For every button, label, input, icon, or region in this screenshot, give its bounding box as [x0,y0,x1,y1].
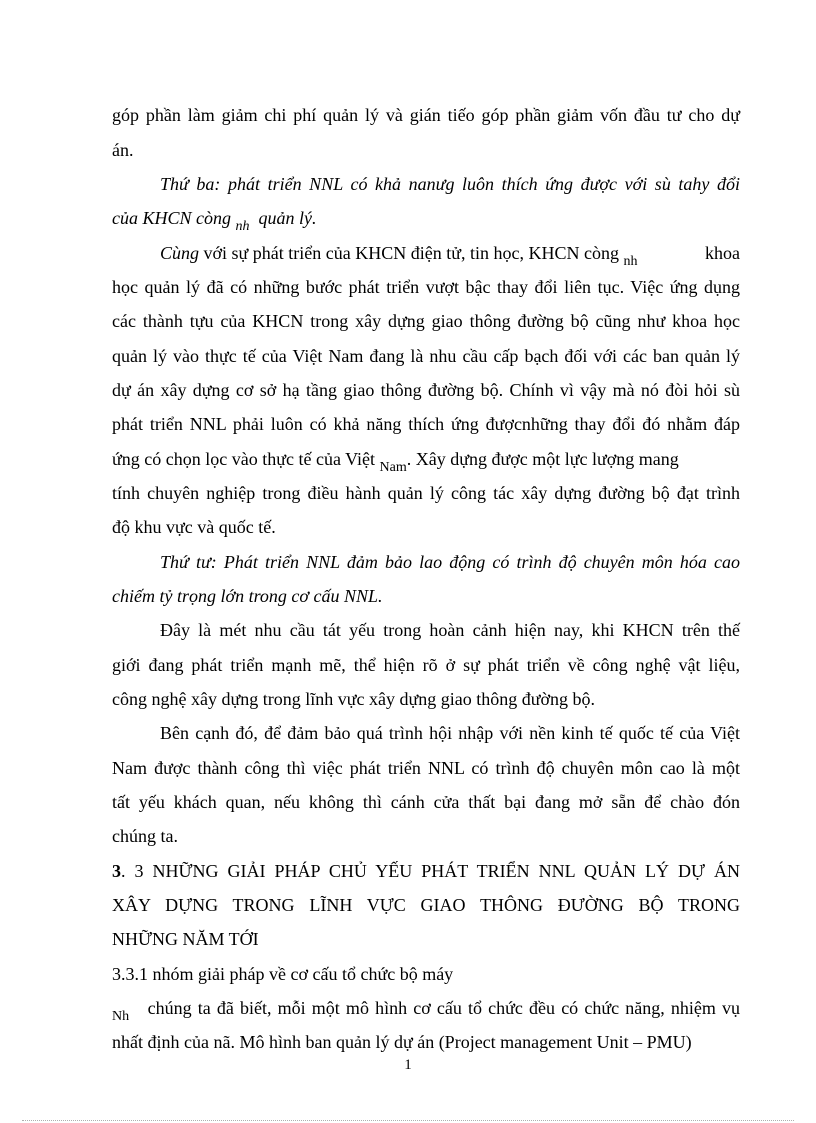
body-line: án. [112,140,134,160]
page-number: 1 [404,1057,412,1073]
body-line: quản lý vào thực tế của Việt Nam đang là nhu cầu cấp bạch đối với các ban quản lý [112,346,740,366]
body-line: nhất định của nã. Mô hình ban quản lý dự án (Project management Unit – PMU) [112,1032,692,1052]
body-line: phát triển NNL phải luôn có khả năng thích ứng đượcnhững thay đổi đó nhằm đáp [112,414,740,434]
body-line: Cùng với sự phát triển của KHCN điện tử, tin học, KHCN còng $_{nh}$ khoa [160,243,740,269]
body-line: ứng có chọn lọc vào thực tế của Việt $_{Nam}$. Xây dựng được một lực lượng mang [112,449,679,475]
body-line: các thành tựu của KHCN trong xây dựng giao thông đường bộ cũng như khoa học [112,311,740,331]
body-line: độ khu vực và quốc tế. [112,517,276,537]
body-line: công nghệ xây dựng trong lĩnh vực xây dựng giao thông đường bộ. [112,689,595,709]
body-line: Đây là mét nhu cầu tát yếu trong hoàn cảnh hiện nay, khi KHCN trên thế [160,620,740,640]
subsection-heading: 3.3.1 nhóm giải pháp về cơ cấu tổ chức bộ máy [112,964,454,984]
body-line: chúng ta. [112,826,178,846]
body-line: Nam được thành công thì việc phát triển NNL có trình độ chuyên môn cao là một [112,758,740,778]
body-line: $_{Nh}$ chúng ta đã biết, mỗi một mô hình cơ cấu tổ chức đều có chức năng, nhiệm vụ [112,998,740,1024]
body-line: góp phần làm giảm chi phí quản lý và gián tiếo góp phần giảm vốn đầu tư cho dự [112,105,740,125]
section-heading-thu-ba-cont: của KHCN còng $_{nh}$ quản lý. [112,208,317,234]
chapter-heading-cont: XÂY DỰNG TRONG LĨNH VỰC GIAO THÔNG ĐƯỜNG BỘ TRONG [112,895,740,915]
chapter-heading: 3. 3 NHỮNG GIẢI PHÁP CHỦ YẾU PHÁT TRIỂN NNL QUẢN LÝ DỰ ÁN [112,861,740,881]
body-line: dự án xây dựng cơ sở hạ tầng giao thông đường bộ. Chính vì vậy mà nó đòi hỏi sù [112,380,740,400]
section-heading-thu-tu-cont: chiếm tỷ trọng lớn trong cơ cấu NNL. [112,586,383,606]
body-line: tính chuyên nghiệp trong điều hành quản lý công tác xây dựng đường bộ đạt trình [112,483,740,503]
page-border-dotted [22,1120,794,1121]
section-heading-thu-tu: Thứ tư: Phát triển NNL đảm bảo lao động có trình độ chuyên môn hóa cao [160,552,740,572]
body-line: giới đang phát triển mạnh mẽ, thể hiện rõ ở sự phát triển về công nghệ vật liệu, [112,655,740,675]
body-line: Bên cạnh đó, để đảm bảo quá trình hội nhập với nền kinh tế quốc tế của Việt [160,723,740,743]
section-heading-thu-ba: Thứ ba: phát triển NNL có khả nanưg luôn thích ứng được với sù tahy đổi [160,174,740,194]
body-line: tất yếu khách quan, nếu không thì cánh cửa thất bại đang mở sẵn để chào đón [112,792,740,812]
chapter-heading-cont: NHỮNG NĂM TỚI [112,929,259,949]
body-line: học quản lý đã có những bước phát triển vượt bậc thay đổi liên tục. Việc ứng dụng [112,277,740,297]
